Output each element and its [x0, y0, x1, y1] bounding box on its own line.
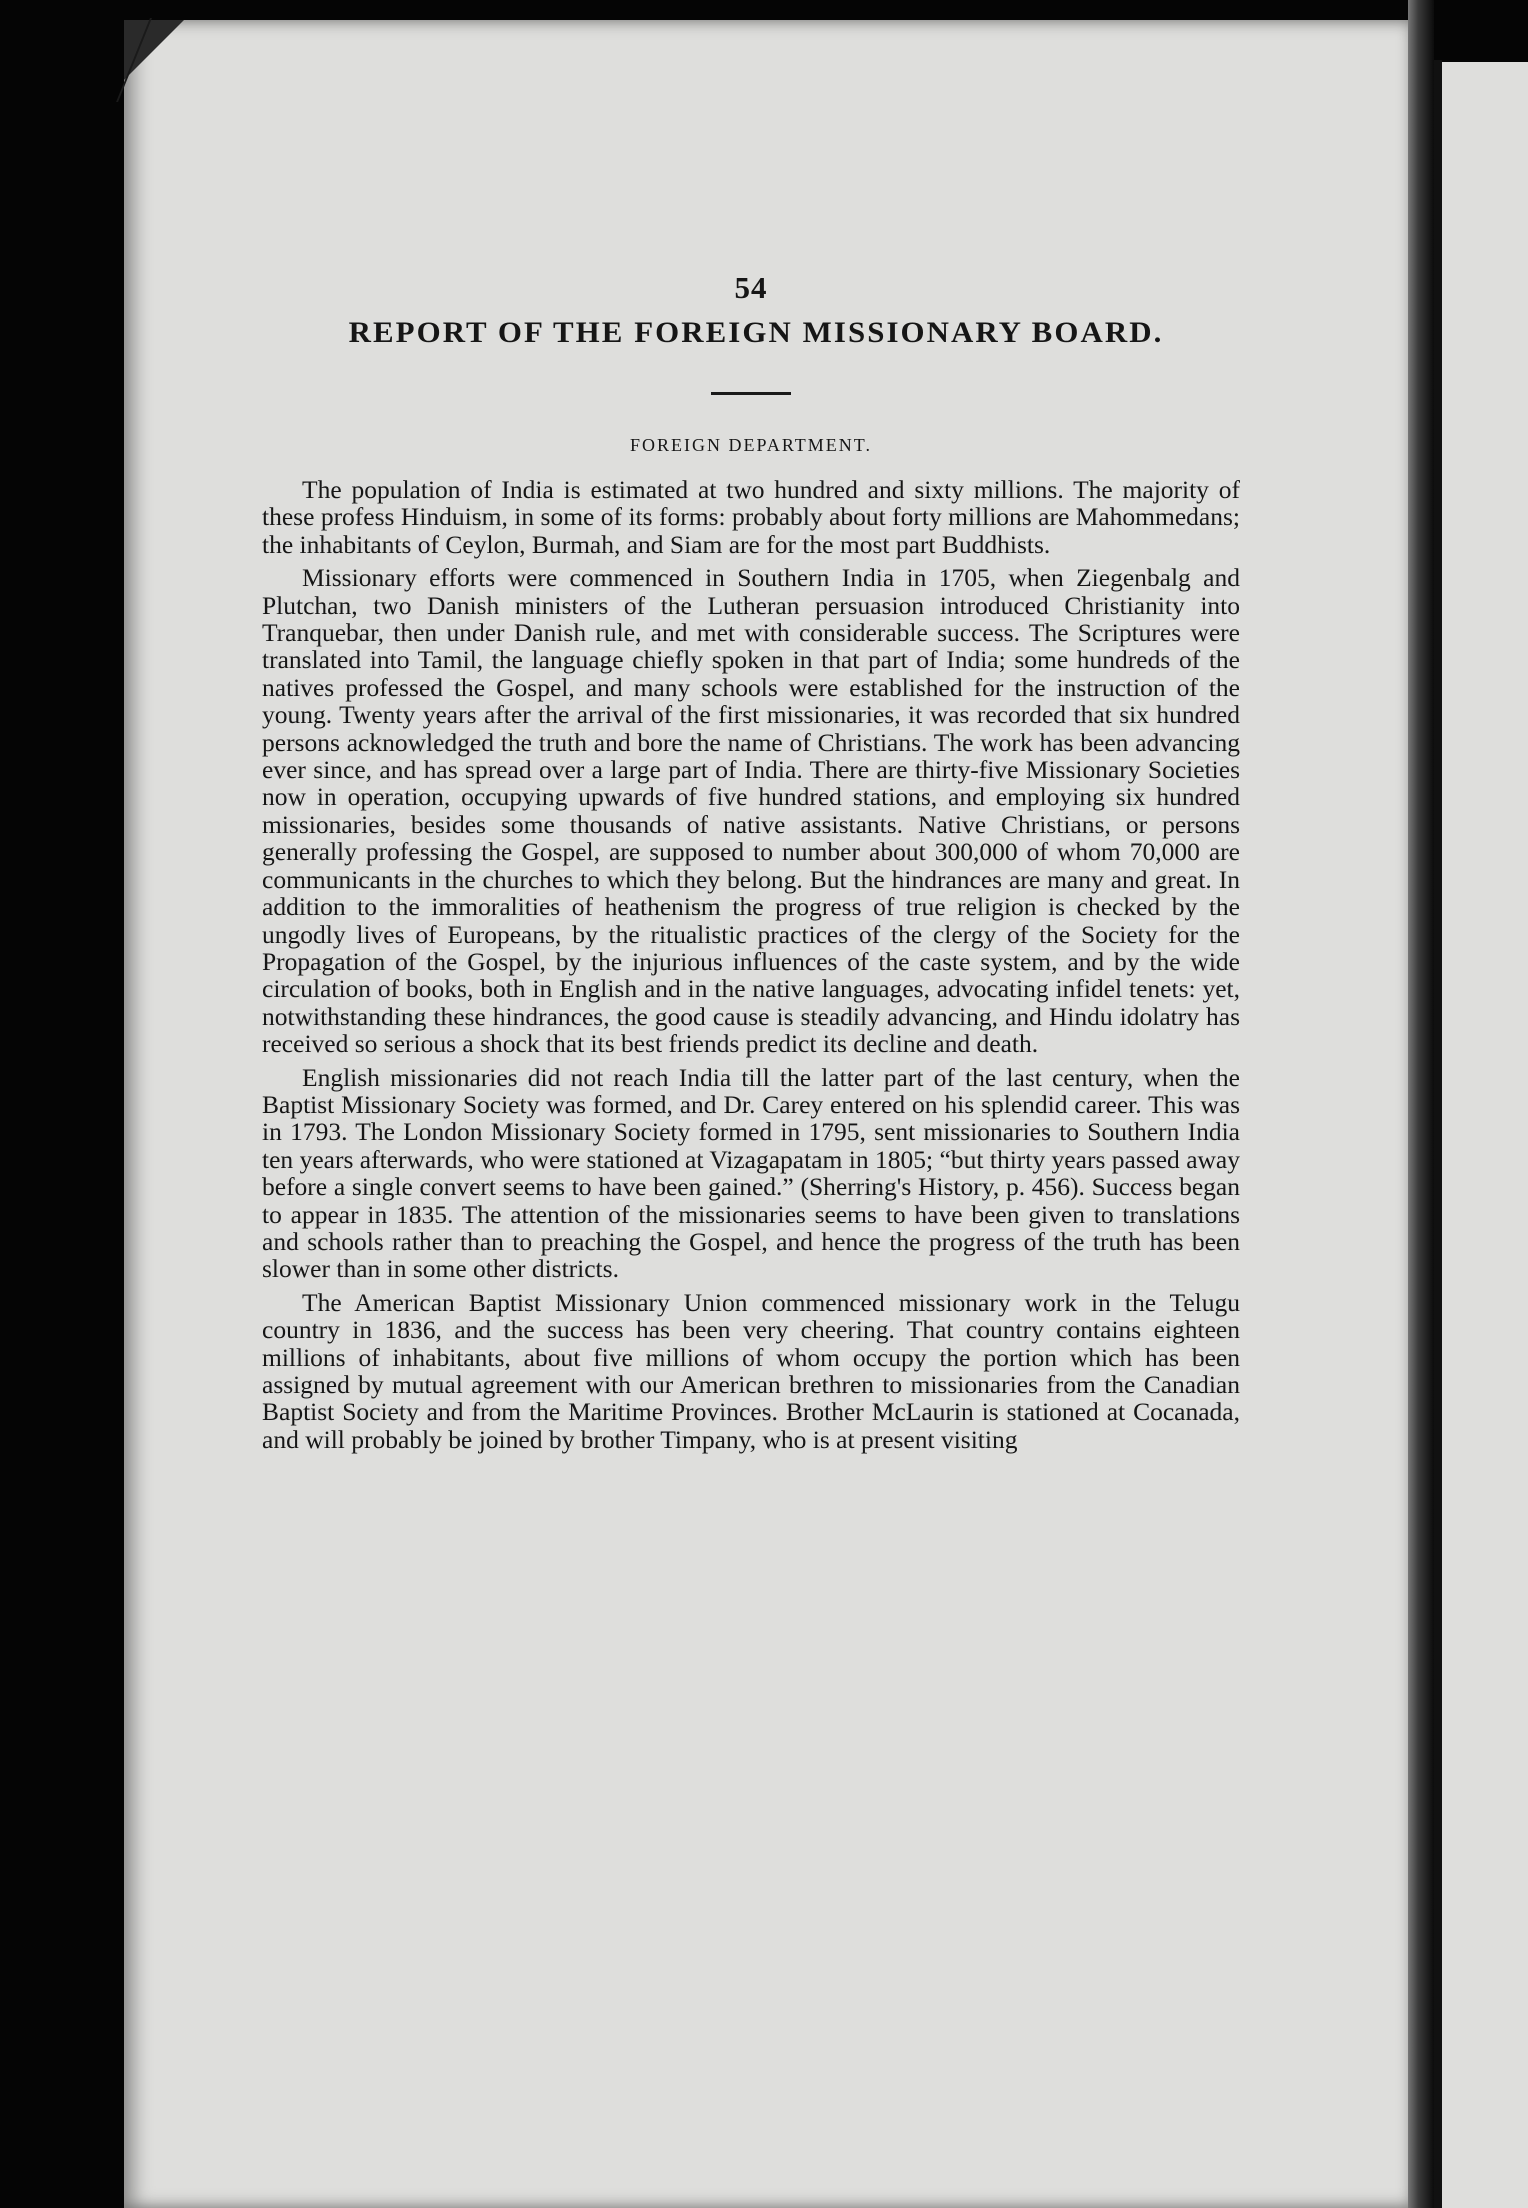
page-edge-shadow — [1408, 0, 1434, 2208]
section-heading: FOREIGN DEPARTMENT. — [630, 435, 872, 455]
facing-page-edge — [1442, 62, 1528, 2208]
gutter-strip — [1434, 60, 1442, 2208]
page-content — [262, 266, 1240, 1453]
paragraph-1: The population of India is estimated at two hundred and sixty millions. The majority of these profess Hinduism, in some of its forms: probably about forty millions are Mahommedans; the inhabitants of Ceylon, Burmah, and Siam are for the most part Buddhists. — [262, 475, 1240, 559]
page-number: 54 — [734, 270, 768, 305]
paragraph-3: English missionaries did not reach India till the latter part of the last century, when the Baptist Missionary Society was formed, and Dr. Carey entered on his splendid career. This was in 1793. The London Missionary Society formed in 1795, sent missionaries to Southern India ten years afterwards, who were stationed at Vizagapatam in 1805; “but thirty years passed away before a single convert seems to have been gained.” (Sherring's History, p. 456). Success began to appear in 1835. The attention of the missionaries seems to have been given to translations and schools rather than to preaching the Gospel, and hence the progress of the truth has been slower than in some other districts. — [262, 1062, 1240, 1284]
paragraph-2: Missionary efforts were commenced in Southern India in 1705, when Ziegenbalg and Plutchan, two Danish ministers of the Lutheran persuasion introduced Christianity into Tranquebar, then under Danish rule, and met with considerable success. The Scriptures were translated into Tamil, the language chiefly spoken in that part of India; some hundreds of the natives professed the Gospel, and many schools were established for the instruction of the young. Twenty years after the arrival of the first missionaries, it was recorded that six hundred persons acknowledged the truth and bore the name of Christians. The work has been advancing ever since, and has spread over a large part of India. There are thirty-five Missionary Societies now in operation, occupying upwards of five hundred stations, and employing six hundred missionaries, besides some thousands of native assistants. Native Christians, or persons generally professing the Gospel, are supposed to number about 300,000 of whom 70,000 are communicants in the churches to which they belong. But the hindrances are many and great. In addition to the immoralities of heathenism the progress of true religion is checked by the ungodly lives of Europeans, by the ritualistic practices of the clergy of the Society for the Propagation of the Gospel, by the injurious influences of the caste system, and by the wide circulation of books, both in English and in the native languages, advocating infidel tenets: yet, notwithstanding these hindrances, the good cause is steadily advancing, and Hindu idolatry has received so serious a shock that its best friends predict its decline and death. — [262, 563, 1240, 1059]
heading-rule — [711, 392, 791, 395]
running-head: REPORT OF THE FOREIGN MISSIONARY BOARD. — [348, 316, 1164, 349]
paragraph-4: The American Baptist Missionary Union commenced missionary work in the Telugu country in 1836, and the success has been very cheering. That country contains eighteen millions of inhabitants, about five millions of whom occupy the portion which has been assigned by mutual agreement with our American brethren to missionaries from the Canadian Baptist Society and from the Maritime Provinces. Brother McLaurin is stationed at Cocanada, and will probably be joined by brother Timpany, who is at present visiting — [262, 1287, 1240, 1454]
